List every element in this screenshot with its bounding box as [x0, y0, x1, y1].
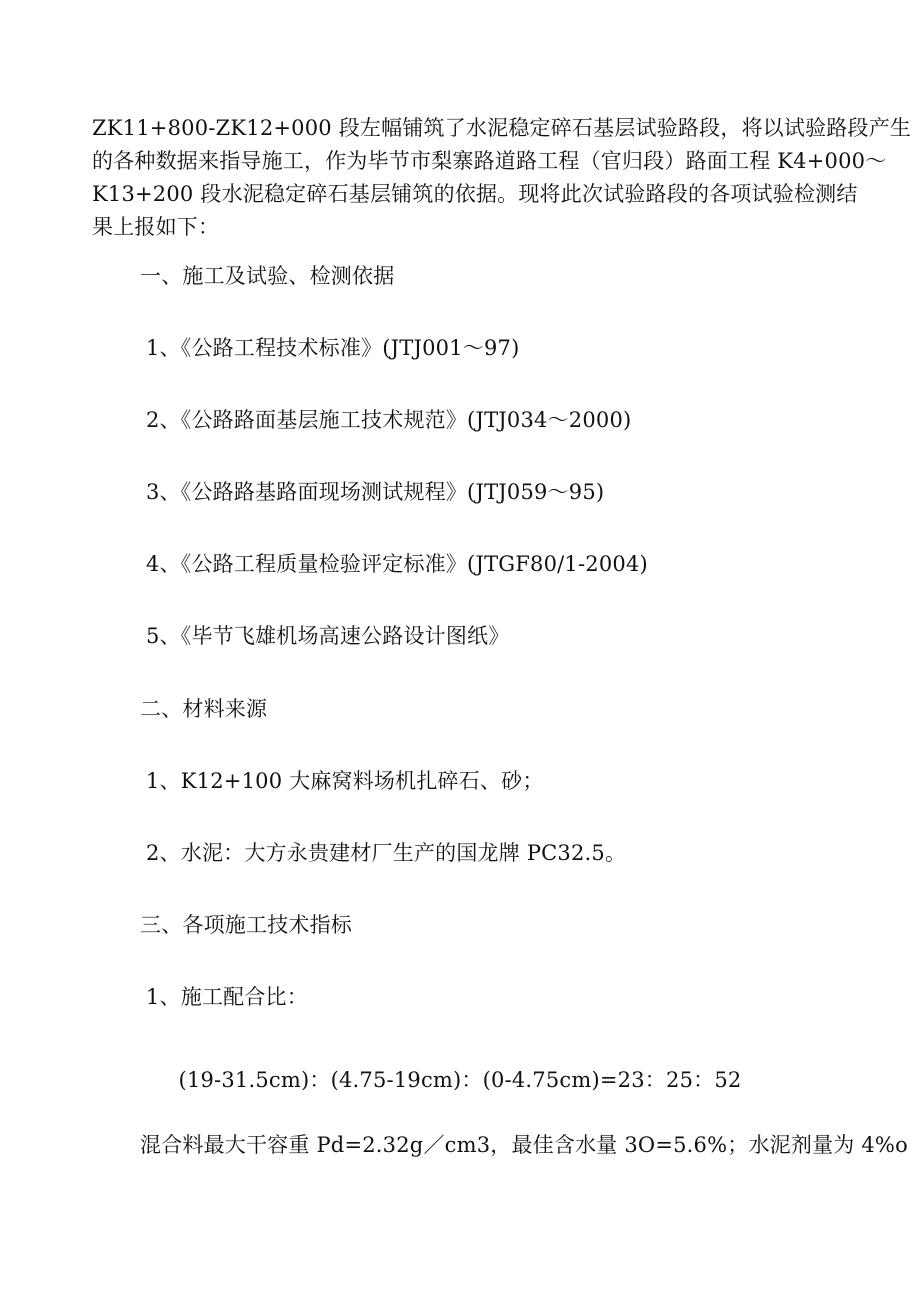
mix-ratio-formula: (19-31.5cm)：(4.75-19cm)：(0-4.75cm)=23：25：52	[178, 1068, 742, 1092]
mix-summary: 混合料最大干容重 Pd=2.32g／cm3，最佳含水量 3O=5.6%；水泥剂量为 4%o	[140, 1133, 908, 1157]
basis-item-2: 2、《公路路面基层施工技术规范》(JTJ034～2000)	[146, 408, 632, 432]
section-heading-basis: 一、施工及试验、检测依据	[140, 264, 395, 288]
intro-line-1: ZK11+800-ZK12+000 段左幅铺筑了水泥稳定碎石基层试验路段，将以试验路段产生	[92, 116, 912, 140]
intro-line-2: 的各种数据来指导施工，作为毕节市梨寨路道路工程（官归段）路面工程 K4+000～	[92, 149, 887, 173]
intro-line-4: 果上报如下：	[92, 215, 220, 239]
section-heading-materials: 二、材料来源	[140, 697, 268, 721]
basis-item-4: 4、《公路工程质量检验评定标准》(JTGF80/1-2004)	[146, 552, 648, 576]
materials-item-2: 2、水泥：大方永贵建材厂生产的国龙牌 PC32.5。	[146, 841, 627, 865]
basis-item-1: 1、《公路工程技术标准》(JTJ001～97)	[146, 336, 520, 360]
mix-ratio-label: 1、施工配合比：	[146, 985, 308, 1009]
basis-item-3: 3、《公路路基路面现场测试规程》(JTJ059～95)	[146, 480, 605, 504]
section-heading-tech-indicators: 三、各项施工技术指标	[140, 913, 352, 937]
materials-item-1: 1、K12+100 大麻窝料场机扎碎石、砂；	[146, 769, 544, 793]
intro-line-3: K13+200 段水泥稳定碎石基层铺筑的依据。现将此次试验路段的各项试验检测结	[92, 182, 858, 206]
basis-item-5: 5、《毕节飞雄机场高速公路设计图纸》	[146, 624, 510, 648]
